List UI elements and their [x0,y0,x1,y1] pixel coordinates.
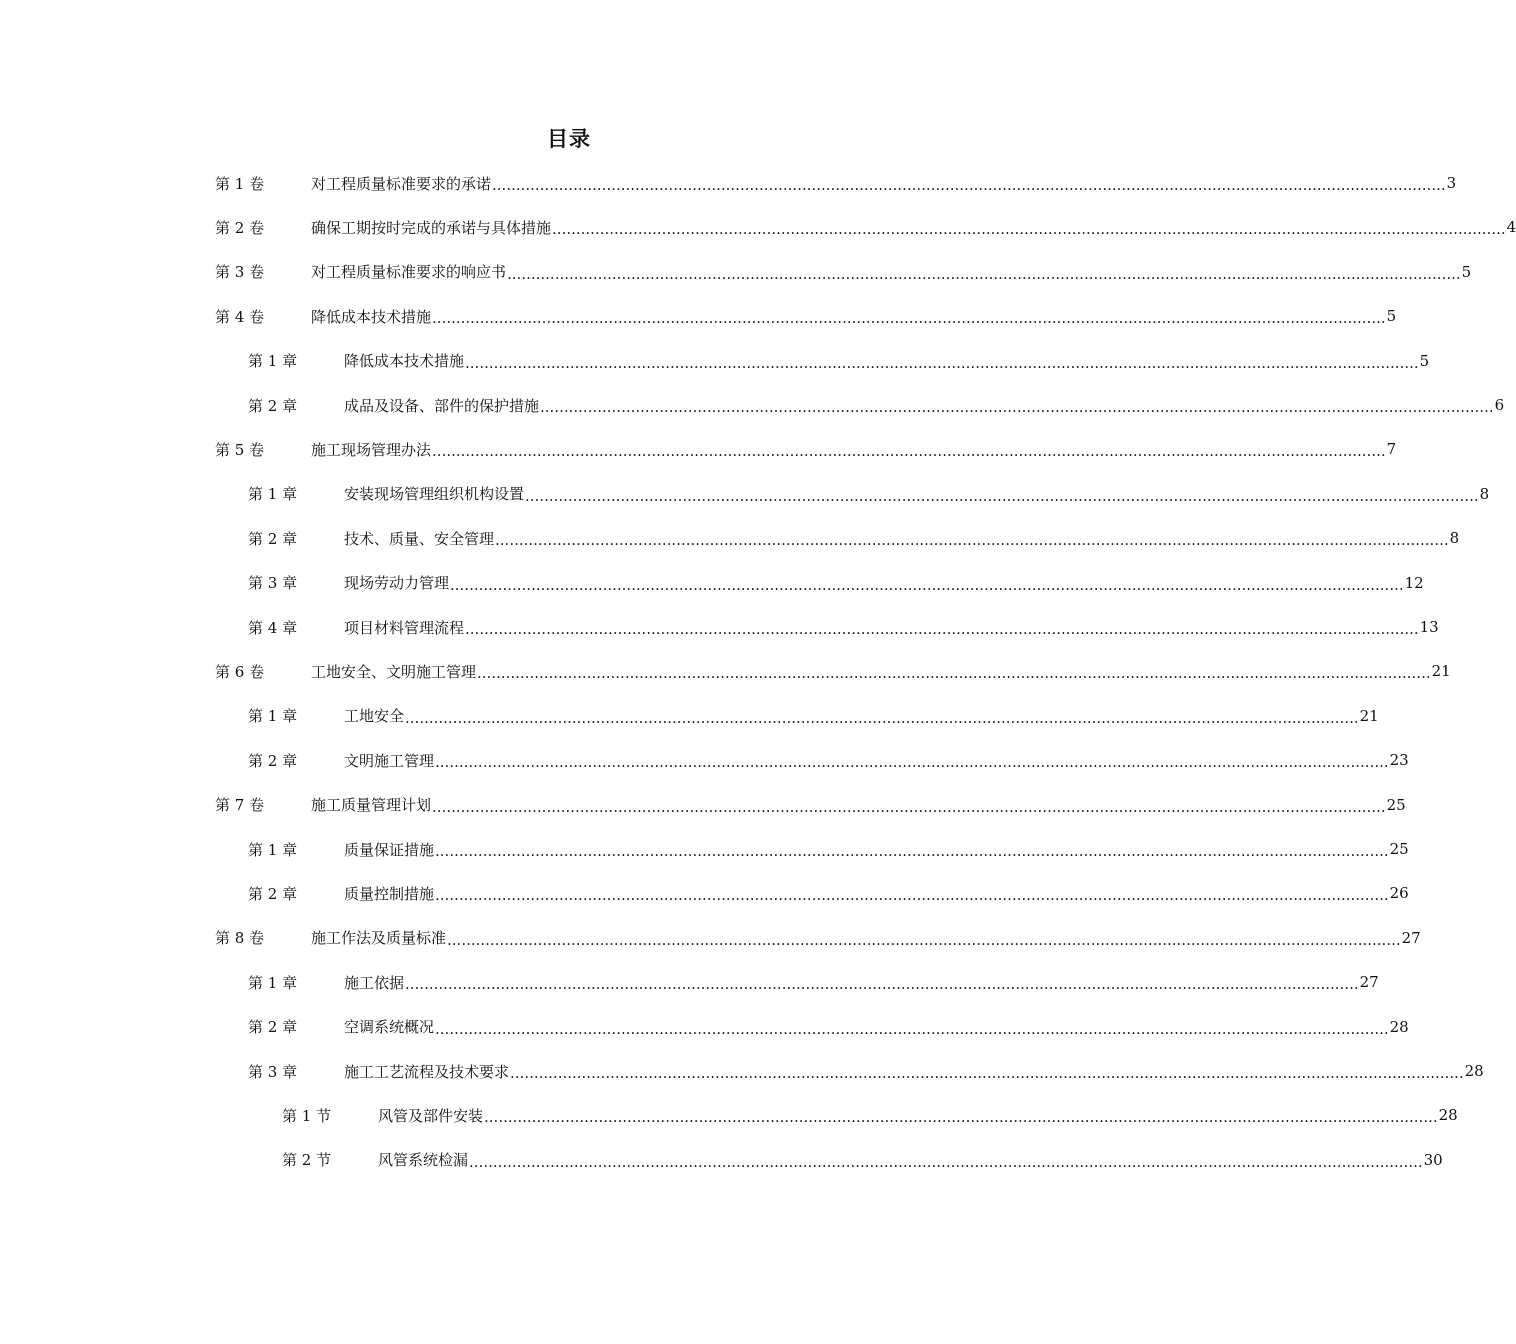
toc-entry-title: 风管系统检漏 [378,1151,469,1170]
toc-entry-number: 第 7 卷 [215,796,265,815]
toc-dot-leader: ........................................................................................................................................................................................................ [510,1064,1464,1082]
toc-dot-leader: ........................................................................................................................................................................................................ [432,442,1386,461]
toc-entry-page-number: 5 [1461,262,1472,281]
toc-entry-page-number: 27 [1401,928,1421,947]
toc-entry[interactable] [215,257,1472,287]
toc-dot-leader: ........................................................................................................................................................................................................ [492,176,1446,194]
toc-entry-number: 第 4 卷 [215,307,265,326]
toc-entry-title: 降低成本技术措施 [311,307,432,326]
toc-entry[interactable] [248,878,1409,908]
toc-title-wrapper [0,124,1076,154]
toc-entry-title: 确保工期按时完成的承诺与具体措施 [311,218,552,237]
toc-entry-page-number: 30 [1423,1150,1443,1169]
toc-entry-number: 第 2 章 [248,884,298,903]
toc-entry-page-number: 8 [1479,484,1490,503]
toc-entry[interactable] [248,612,1439,642]
toc-entry-title: 施工质量管理计划 [311,796,432,815]
toc-dot-leader: ........................................................................................................................................................................................................ [465,353,1419,372]
toc-dot-leader: ........................................................................................................................................................................................................ [435,886,1389,905]
toc-entry-title: 成品及设备、部件的保护措施 [344,396,540,415]
toc-entry-number: 第 3 章 [248,1062,298,1081]
toc-entry[interactable] [248,346,1430,376]
toc-entry-number: 第 1 章 [248,485,298,504]
toc-entry-title: 质量保证措施 [344,840,435,859]
toc-entry-title: 施工作法及质量标准 [311,929,447,948]
toc-entry-title: 施工工艺流程及技术要求 [344,1062,510,1081]
toc-entry-number: 第 2 章 [248,529,298,548]
toc-entry[interactable] [248,568,1424,598]
toc-entry[interactable] [215,923,1421,953]
toc-entry-number: 第 6 卷 [215,662,265,681]
toc-dot-leader: ........................................................................................................................................................................................................ [484,1108,1438,1127]
toc-entry[interactable] [248,1012,1409,1042]
toc-entry-number: 第 2 节 [282,1151,332,1170]
toc-entry-title: 工地安全、文明施工管理 [311,662,477,681]
toc-entry[interactable] [248,390,1505,420]
toc-entry-page-number: 13 [1419,618,1439,636]
toc-dot-leader: ........................................................................................................................................................................................................ [432,309,1386,328]
toc-dot-leader: ........................................................................................................................................................................................................ [525,486,1479,505]
toc-entry-page-number: 25 [1389,840,1409,858]
toc-entry-title: 风管及部件安装 [378,1106,484,1125]
toc-dot-leader: ........................................................................................................................................................................................................ [435,753,1389,772]
toc-entry-page-number: 21 [1431,662,1451,681]
toc-entry[interactable] [248,1056,1484,1086]
toc-entry-page-number: 23 [1389,751,1409,770]
toc-entry-title: 项目材料管理流程 [344,618,465,637]
toc-entry[interactable] [215,301,1397,331]
toc-entry[interactable] [248,479,1490,509]
toc-entry[interactable] [248,701,1379,731]
toc-entry-title: 现场劳动力管理 [344,574,450,593]
toc-entry-title: 施工依据 [344,973,405,992]
toc-dot-leader: ........................................................................................................................................................................................................ [540,398,1494,416]
toc-entry-page-number: 28 [1438,1106,1458,1125]
toc-entry-title: 施工现场管理办法 [311,440,432,459]
toc-entry-page-number: 21 [1359,706,1379,725]
toc-entry-number: 第 5 卷 [215,440,265,459]
toc-entry[interactable] [215,434,1397,464]
toc-entry-number: 第 2 章 [248,1018,298,1037]
toc-entry-page-number: 6 [1494,396,1505,414]
toc-entry[interactable] [215,168,1457,198]
toc-entry-title: 安装现场管理组织机构设置 [344,485,525,504]
toc-entry-page-number: 26 [1389,884,1409,903]
toc-entry-page-number: 7 [1386,440,1397,459]
toc-entry-title: 空调系统概况 [344,1018,435,1037]
toc-dot-leader: ........................................................................................................................................................................................................ [469,1152,1423,1171]
toc-dot-leader: ........................................................................................................................................................................................................ [495,531,1449,550]
toc-dot-leader: ........................................................................................................................................................................................................ [405,975,1359,994]
toc-entry-number: 第 3 章 [248,574,298,593]
toc-entry[interactable] [282,1145,1443,1175]
toc-entry-page-number: 12 [1404,573,1424,592]
toc-title: 目录 [547,127,591,151]
toc-entry-title: 工地安全 [344,707,405,726]
toc-dot-leader: ........................................................................................................................................................................................................ [477,664,1431,683]
toc-entry-page-number: 5 [1386,307,1397,326]
toc-entry-number: 第 8 卷 [215,929,265,948]
toc-dot-leader: ........................................................................................................................................................................................................ [465,620,1419,638]
toc-entry-page-number: 8 [1449,529,1460,548]
toc-entry-number: 第 1 章 [248,352,298,371]
toc-dot-leader: ........................................................................................................................................................................................................ [435,842,1389,860]
toc-entry-number: 第 1 章 [248,707,298,726]
toc-dot-leader: ........................................................................................................................................................................................................ [552,220,1506,239]
toc-dot-leader: ........................................................................................................................................................................................................ [405,708,1359,727]
toc-entry-number: 第 1 章 [248,973,298,992]
toc-entry-number: 第 4 章 [248,618,298,637]
toc-entry-page-number: 4 [1506,218,1516,237]
toc-entry-page-number: 28 [1389,1017,1409,1036]
toc-entry-page-number: 25 [1386,795,1406,814]
toc-entry-title: 文明施工管理 [344,751,435,770]
toc-entry-title: 对工程质量标准要求的响应书 [311,263,507,282]
toc-entry[interactable] [248,967,1379,997]
toc-entry[interactable] [282,1100,1458,1130]
toc-entry-number: 第 3 卷 [215,263,265,282]
toc-entry-page-number: 5 [1419,351,1430,370]
toc-dot-leader: ........................................................................................................................................................................................................ [432,797,1386,816]
toc-dot-leader: ........................................................................................................................................................................................................ [507,264,1461,283]
toc-entry-number: 第 1 节 [282,1106,332,1125]
toc-dot-leader: ........................................................................................................................................................................................................ [435,1019,1389,1038]
toc-entry[interactable] [248,523,1460,553]
toc-entry-page-number: 3 [1446,174,1457,192]
toc-entry-title: 降低成本技术措施 [344,352,465,371]
toc-entry-title: 技术、质量、安全管理 [344,529,495,548]
toc-entry-number: 第 2 章 [248,396,298,415]
toc-entry-number: 第 1 章 [248,840,298,859]
toc-entry[interactable] [215,656,1451,686]
toc-entry-title: 对工程质量标准要求的承诺 [311,174,492,193]
toc-entry-number: 第 2 卷 [215,218,265,237]
toc-dot-leader: ........................................................................................................................................................................................................ [447,930,1401,949]
toc-entry-number: 第 2 章 [248,751,298,770]
toc-entry-number: 第 1 卷 [215,174,265,193]
toc-dot-leader: ........................................................................................................................................................................................................ [450,575,1404,594]
toc-entry[interactable] [215,790,1406,820]
toc-entry-page-number: 27 [1359,973,1379,992]
toc-entry-page-number: 28 [1464,1062,1484,1080]
toc-entry[interactable] [248,745,1409,775]
toc-entry[interactable] [248,834,1409,864]
toc-entry[interactable] [215,212,1516,242]
toc-entry-title: 质量控制措施 [344,884,435,903]
